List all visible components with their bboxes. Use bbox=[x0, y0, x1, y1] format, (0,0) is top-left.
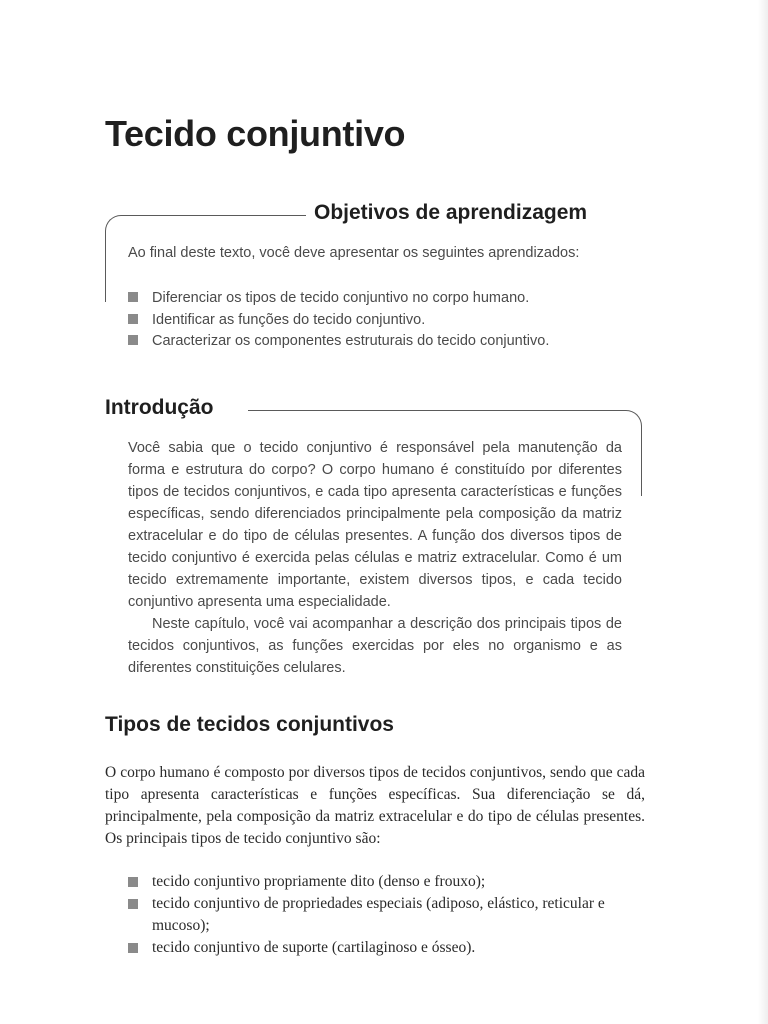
objective-text: Caracterizar os componentes estruturais do tecido conjuntivo. bbox=[152, 333, 550, 349]
list-item bbox=[128, 331, 549, 353]
type-text: tecido conjuntivo de suporte (cartilaginoso e ósseo). bbox=[152, 939, 476, 956]
page-edge-shadow bbox=[758, 0, 768, 1024]
objectives-list bbox=[128, 288, 549, 353]
square-bullet-icon bbox=[128, 335, 138, 345]
objective-text: Diferenciar os tipos de tecido conjuntivo no corpo humano. bbox=[152, 290, 530, 306]
objective-text: Identificar as funções do tecido conjuntivo. bbox=[152, 311, 426, 328]
list-item bbox=[128, 893, 645, 937]
list-item bbox=[128, 288, 549, 310]
introduction-heading: Introdução bbox=[105, 396, 214, 419]
type-text: tecido conjuntivo propriamente dito (denso e frouxo); bbox=[152, 873, 486, 890]
square-bullet-icon bbox=[128, 899, 138, 909]
square-bullet-icon bbox=[128, 314, 138, 324]
square-bullet-icon bbox=[128, 943, 138, 953]
list-item bbox=[128, 871, 645, 893]
introduction-paragraph: Neste capítulo, você vai acompanhar a descrição dos principais tipos de tecidos conjuntivos, as funções exercidas por eles no organismo e as diferentes constituições celulares. bbox=[128, 616, 622, 676]
page-title: Tecido conjuntivo bbox=[105, 113, 406, 154]
types-heading: Tipos de tecidos conjuntivos bbox=[105, 713, 394, 736]
objectives-lead: Ao final deste texto, você deve apresentar os seguintes aprendizados: bbox=[128, 245, 580, 261]
list-item bbox=[128, 310, 549, 332]
square-bullet-icon bbox=[128, 292, 138, 302]
square-bullet-icon bbox=[128, 877, 138, 887]
introduction-paragraph: Você sabia que o tecido conjuntivo é responsável pela manutenção da forma e estrutura do corpo? O corpo humano é constituído por diferentes tipos de tecidos conjuntivos, e cada tipo apresenta características e funções específicas, sendo diferenciados principalmente pela composição da matriz extracelular e do tipo de células presentes. A função dos diversos tipos de tecido conjuntivo é exercida pelas células e matriz extracelular. Como é um tecido extremamente importante, existem diversos tipos, e cada tecido conjuntivo apresenta uma especialidade. bbox=[128, 440, 622, 610]
list-item bbox=[128, 937, 645, 959]
type-text: tecido conjuntivo de propriedades especiais (adiposo, elástico, reticular e mucoso); bbox=[152, 895, 605, 934]
types-list bbox=[128, 871, 645, 959]
types-paragraph: O corpo humano é composto por diversos tipos de tecidos conjuntivos, sendo que cada tipo apresenta características e funções específicas. Sua diferenciação se dá, principalmente, pela composição da matriz extracelular e do tipo de células presentes. Os principais tipos de tecido conjuntivo são: bbox=[105, 764, 645, 847]
introduction-body bbox=[128, 437, 622, 679]
objectives-heading: Objetivos de aprendizagem bbox=[314, 201, 588, 224]
